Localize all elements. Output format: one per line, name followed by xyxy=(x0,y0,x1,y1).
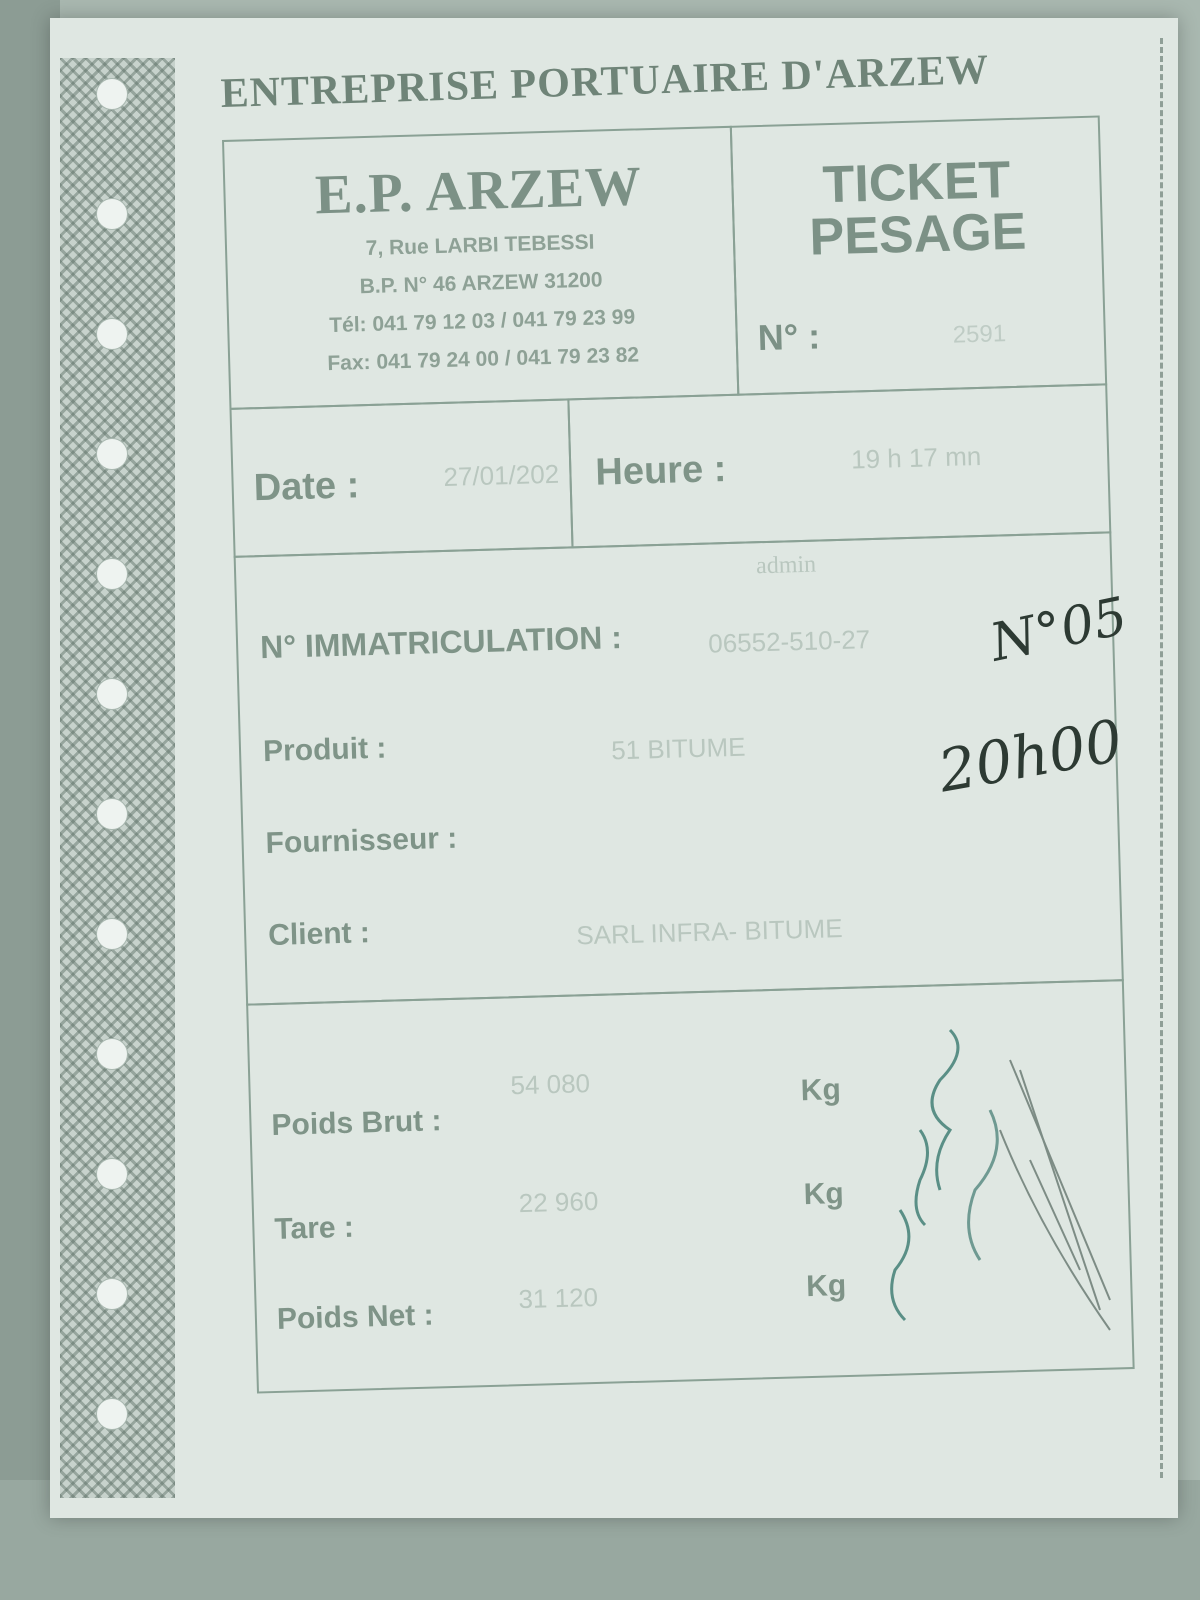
perforation-hole xyxy=(96,918,128,950)
ticket-block xyxy=(730,115,1107,395)
handwritten-number-note: N°05 xyxy=(985,586,1133,674)
tare-label: Tare : xyxy=(273,1210,355,1246)
client-label: Client : xyxy=(267,916,371,953)
perforation-hole xyxy=(96,558,128,590)
date-label: Date : xyxy=(253,464,360,510)
perforated-strip xyxy=(60,58,175,1498)
perforation-hole xyxy=(96,1158,128,1190)
perforation-hole xyxy=(96,1038,128,1070)
time-block xyxy=(567,383,1111,548)
net-weight-value: 31 120 xyxy=(518,1281,599,1315)
ticket-number-value: 2591 xyxy=(952,320,1007,349)
gross-weight-label: Poids Brut : xyxy=(271,1104,442,1142)
time-value: 19 h 17 mn xyxy=(850,440,982,475)
perforation-hole xyxy=(96,78,128,110)
telephone-numbers: Tél: 041 79 12 03 / 041 79 23 99 xyxy=(328,305,636,338)
signature-stroke xyxy=(916,1130,928,1225)
date-value: 27/01/202 xyxy=(443,458,560,492)
ticket-title-line2: PESAGE xyxy=(808,202,1028,267)
net-weight-label: Poids Net : xyxy=(276,1298,435,1336)
perforation-hole xyxy=(96,318,128,350)
tare-unit: Kg xyxy=(803,1177,845,1212)
handwritten-signature-scribble xyxy=(880,1010,1140,1370)
ticket-title-line1: TICKET xyxy=(821,151,1012,215)
signature-stroke xyxy=(892,1210,909,1320)
gross-weight-unit: Kg xyxy=(800,1073,842,1108)
perforation-hole xyxy=(96,198,128,230)
signature-stroke xyxy=(1000,1070,1110,1330)
product-label: Produit : xyxy=(262,731,387,769)
enterprise-title: ENTREPRISE PORTUAIRE D'ARZEW xyxy=(220,46,990,117)
fax-numbers: Fax: 041 79 24 00 / 041 79 23 82 xyxy=(327,343,640,376)
signature-stroke xyxy=(932,1030,958,1190)
client-value: SARL INFRA- BITUME xyxy=(575,912,843,951)
net-weight-unit: Kg xyxy=(805,1269,847,1304)
signature-stroke xyxy=(1010,1060,1110,1300)
company-block xyxy=(222,126,739,410)
date-block xyxy=(229,398,573,557)
tear-line xyxy=(1160,38,1163,1478)
perforation-hole xyxy=(96,678,128,710)
perforation-hole xyxy=(96,438,128,470)
address-po-box: B.P. N° 46 ARZEW 31200 xyxy=(359,268,603,299)
registration-value: 06552-510-27 xyxy=(707,624,871,659)
gross-weight-value: 54 080 xyxy=(510,1068,591,1101)
product-value: 51 BITUME xyxy=(610,731,746,766)
signature-stroke xyxy=(969,1110,998,1260)
address-street: 7, Rue LARBI TEBESSI xyxy=(365,230,595,261)
perforation-hole xyxy=(96,1398,128,1430)
ticket-number-label: N° : xyxy=(757,315,821,359)
perforation-hole xyxy=(96,798,128,830)
supplier-label: Fournisseur : xyxy=(265,821,458,861)
handwritten-time-note: 20h00 xyxy=(933,706,1128,806)
registration-label: N° IMMATRICULATION : xyxy=(259,619,623,666)
perforation-hole xyxy=(96,1278,128,1310)
tare-value: 22 960 xyxy=(518,1185,599,1219)
time-label: Heure : xyxy=(594,448,727,494)
company-name: E.P. ARZEW xyxy=(314,155,643,227)
operator-name: admin xyxy=(755,551,817,580)
